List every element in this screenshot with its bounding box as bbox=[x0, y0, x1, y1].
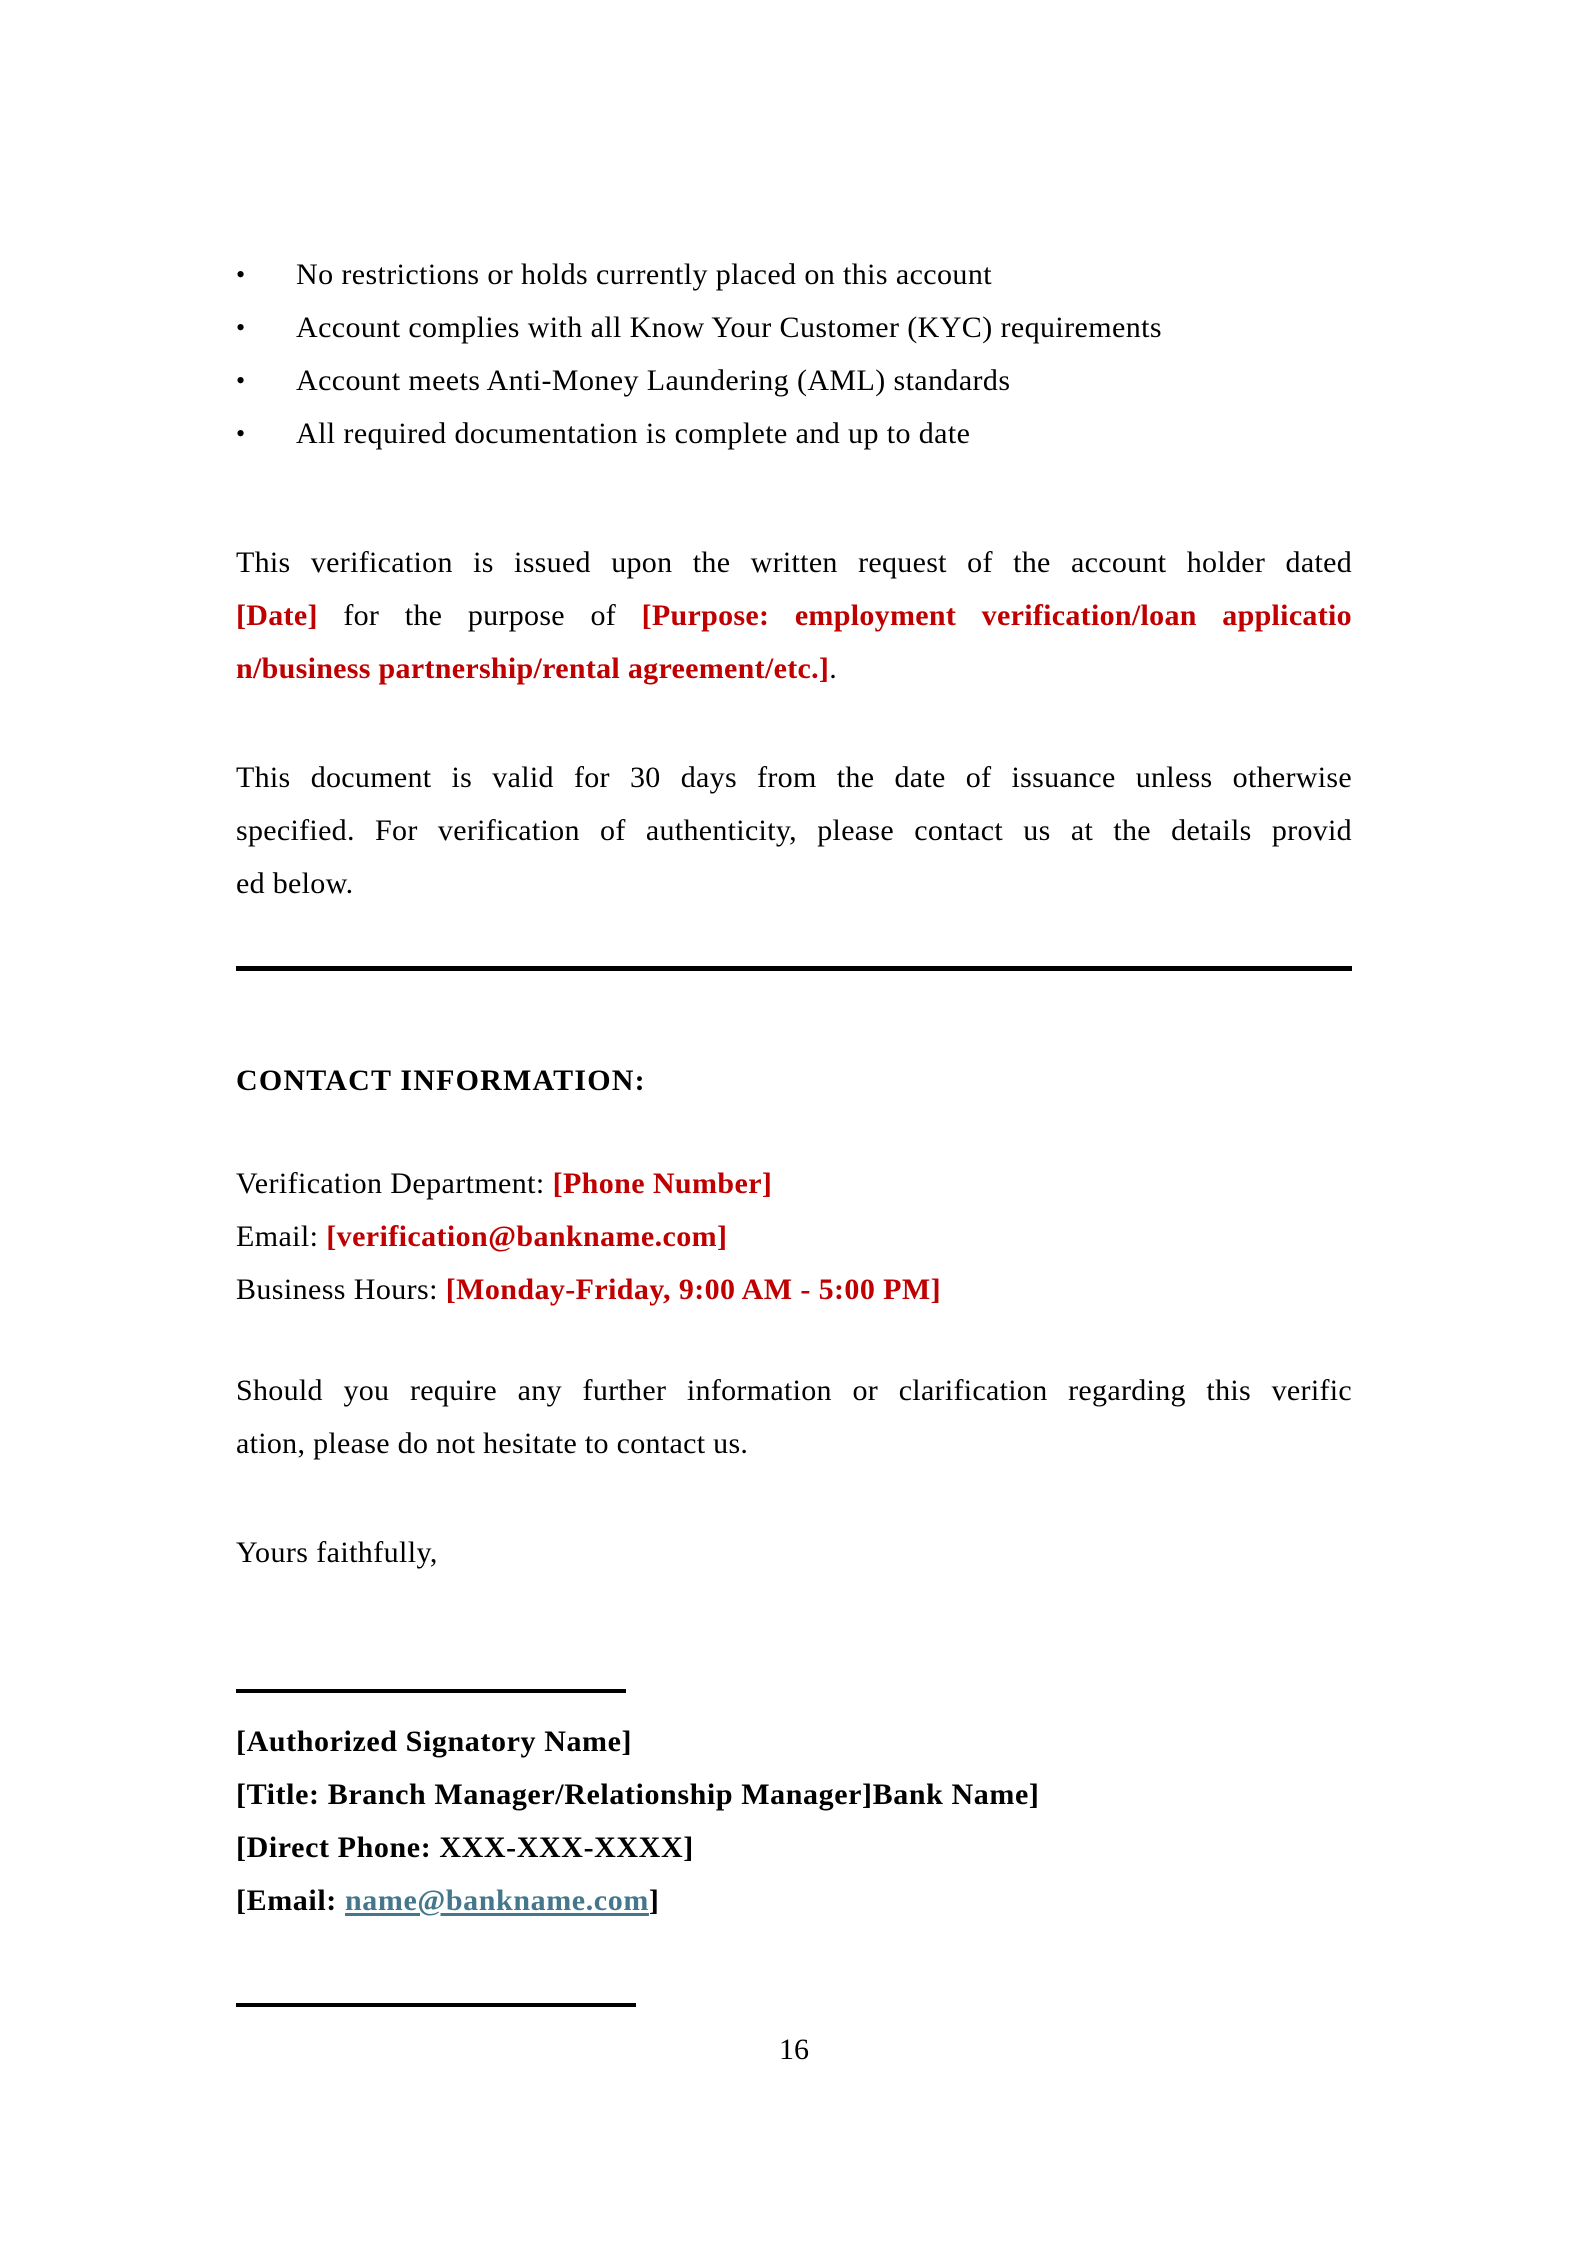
email-hyperlink[interactable]: name@bankname.com bbox=[344, 1884, 649, 1917]
contact-row-verification-department bbox=[236, 1157, 1352, 1210]
closing-line-1: Should you require any further information or clarification regarding this verific bbox=[236, 1374, 1352, 1407]
validity-line-3: ed below. bbox=[236, 867, 354, 900]
signatory-title: [Title: Branch Manager/Relationship Manager]Bank Name] bbox=[236, 1778, 1040, 1811]
list-item-label: Account meets Anti-Money Laundering (AML) standards bbox=[296, 364, 1011, 397]
issuance-line-3 bbox=[236, 642, 1352, 695]
bullet-icon: • bbox=[236, 260, 246, 289]
issuance-trailing-period: . bbox=[829, 652, 838, 685]
contact-label: Email: bbox=[236, 1220, 319, 1253]
closing-line-2: ation, please do not hesitate to contact us. bbox=[236, 1427, 749, 1460]
purpose-placeholder-part-2: n/business partnership/rental agreement/etc.] bbox=[236, 652, 830, 685]
bullet-icon: • bbox=[236, 366, 246, 395]
salutation: Yours faithfully, bbox=[236, 1536, 438, 1569]
footnote-separator bbox=[236, 2003, 636, 2007]
spacer bbox=[236, 1470, 1352, 1526]
page-number: 16 bbox=[779, 2033, 809, 2066]
document-content bbox=[236, 0, 1352, 2007]
list-item-label: No restrictions or holds currently placed on this account bbox=[296, 258, 992, 291]
bullet-icon: • bbox=[236, 419, 246, 448]
validity-line-2: specified. For verification of authenticity, please contact us at the details provid bbox=[236, 814, 1352, 847]
spacer bbox=[236, 1316, 1352, 1364]
spacer bbox=[236, 910, 1352, 966]
list-item-label: Account complies with all Know Your Customer (KYC) requirements bbox=[296, 311, 1162, 344]
list-item bbox=[236, 354, 1352, 407]
contact-label: Verification Department: bbox=[236, 1167, 545, 1200]
contact-row-business-hours bbox=[236, 1263, 1352, 1316]
purpose-placeholder-part-1: [Purpose: employment verification/loan applicatio bbox=[641, 599, 1352, 632]
contact-value: [Phone Number] bbox=[552, 1167, 773, 1200]
list-item bbox=[236, 248, 1352, 301]
account-status-bullet-list bbox=[236, 0, 1352, 460]
spacer bbox=[236, 1693, 1352, 1715]
spacer bbox=[236, 460, 1352, 536]
validity-paragraph bbox=[236, 751, 1352, 910]
email-label-close: ] bbox=[648, 1884, 660, 1917]
page-title: CONTACT INFORMATION: bbox=[236, 1064, 646, 1097]
email-label-open: [Email: bbox=[236, 1884, 337, 1917]
list-item bbox=[236, 301, 1352, 354]
contact-row-email bbox=[236, 1210, 1352, 1263]
spacer bbox=[236, 1101, 1352, 1157]
signatory-phone: [Direct Phone: XXX-XXX-XXXX] bbox=[236, 1831, 694, 1864]
issuance-line-2 bbox=[236, 589, 1352, 642]
issuance-line-1: This verification is issued upon the written request of the account holder dated bbox=[236, 546, 1352, 579]
list-item bbox=[236, 407, 1352, 460]
signatory-name: [Authorized Signatory Name] bbox=[236, 1725, 633, 1758]
spacer bbox=[236, 695, 1352, 751]
issuance-mid-text: for the purpose of bbox=[343, 599, 617, 632]
closing-paragraph bbox=[236, 1364, 1352, 1470]
spacer bbox=[236, 1927, 1352, 2003]
signatory-email-row bbox=[236, 1874, 1352, 1927]
spacer bbox=[236, 1579, 1352, 1689]
bullet-icon: • bbox=[236, 313, 246, 342]
contact-value: [verification@bankname.com] bbox=[326, 1220, 728, 1253]
contact-value: [Monday-Friday, 9:00 AM - 5:00 PM] bbox=[445, 1273, 941, 1306]
date-placeholder: [Date] bbox=[236, 599, 318, 632]
spacer bbox=[236, 971, 1352, 1061]
issuance-paragraph bbox=[236, 536, 1352, 695]
list-item-label: All required documentation is complete and up to date bbox=[296, 417, 971, 450]
validity-line-1: This document is valid for 30 days from the date of issuance unless otherwise bbox=[236, 761, 1352, 794]
contact-label: Business Hours: bbox=[236, 1273, 438, 1306]
